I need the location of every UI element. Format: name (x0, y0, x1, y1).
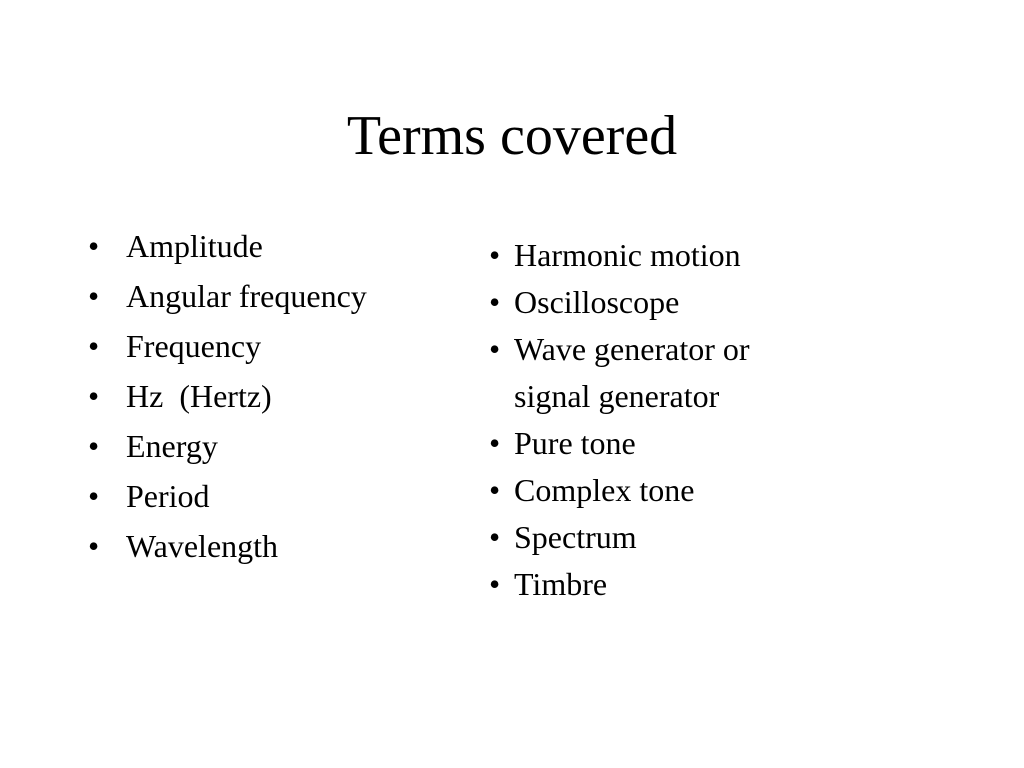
term-label: Energy (126, 428, 218, 464)
list-item (88, 376, 468, 416)
term-label-continuation: signal generator (514, 378, 720, 414)
bullet-icon: • (489, 237, 501, 273)
bullet-icon: • (489, 472, 501, 508)
term-label: Harmonic motion (514, 237, 741, 273)
bullet-icon: • (88, 228, 100, 264)
term-label: Frequency (126, 328, 262, 364)
right-term-list (489, 232, 889, 608)
bullet-icon: • (88, 428, 100, 464)
list-item (88, 526, 468, 566)
list-item (88, 276, 468, 316)
list-item (88, 476, 468, 516)
term-label: Oscilloscope (514, 284, 680, 320)
term-label: Amplitude (126, 228, 263, 264)
list-item (489, 561, 889, 608)
list-item (489, 232, 889, 279)
list-item (88, 226, 468, 266)
term-label: Timbre (514, 566, 608, 602)
term-label: Complex tone (514, 472, 695, 508)
list-item (489, 326, 889, 420)
term-label: Wavelength (126, 528, 279, 564)
slide-title: Terms covered (346, 105, 678, 167)
list-item (88, 326, 468, 366)
bullet-icon: • (88, 328, 100, 364)
left-term-list (88, 226, 468, 576)
term-label: Pure tone (514, 425, 636, 461)
bullet-icon: • (88, 478, 100, 514)
bullet-icon: • (489, 425, 501, 461)
bullet-icon: • (489, 331, 501, 367)
list-item (489, 514, 889, 561)
bullet-icon: • (88, 278, 100, 314)
term-label: Angular frequency (126, 278, 367, 314)
bullet-icon: • (88, 378, 100, 414)
list-item (489, 467, 889, 514)
term-label: Wave generator or (514, 331, 750, 367)
term-label: Spectrum (514, 519, 637, 555)
list-item (88, 426, 468, 466)
bullet-icon: • (88, 528, 100, 564)
bullet-icon: • (489, 566, 501, 602)
list-item (489, 420, 889, 467)
term-label: Period (126, 478, 210, 514)
bullet-icon: • (489, 284, 501, 320)
bullet-icon: • (489, 519, 501, 555)
term-label: Hz (Hertz) (126, 378, 272, 414)
list-item (489, 279, 889, 326)
